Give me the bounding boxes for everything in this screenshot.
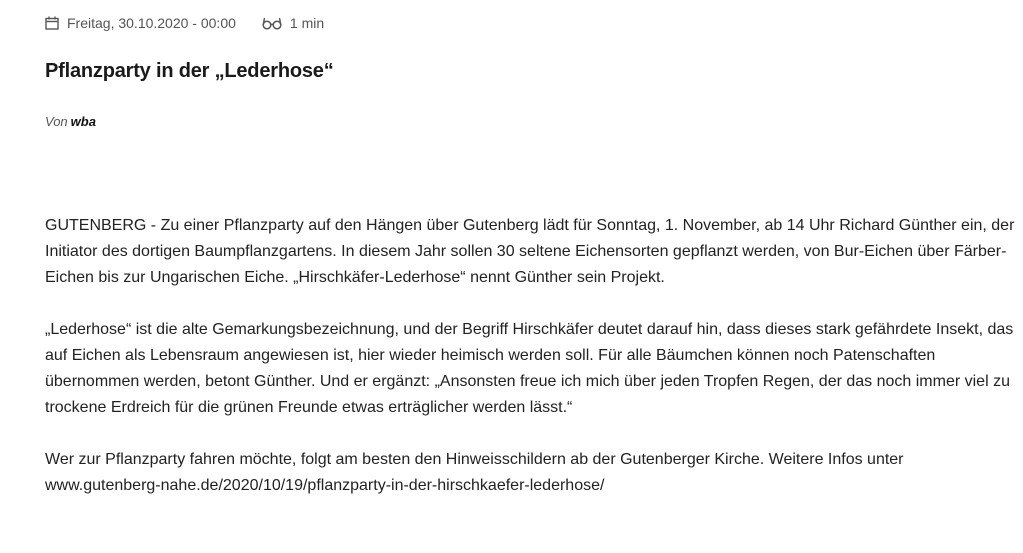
article-meta	[45, 15, 324, 31]
reading-time-text: 1 min	[289, 15, 325, 31]
author-name: wba	[70, 114, 96, 129]
reading-time	[262, 15, 324, 31]
byline	[45, 114, 96, 129]
calendar-icon	[45, 16, 59, 30]
glasses-icon	[262, 16, 282, 30]
byline-prefix: Von	[45, 114, 68, 129]
article-title: Pflanzparty in der „Lederhose“	[45, 60, 334, 82]
paragraph: „Lederhose“ ist die alte Gemarkungsbezeichnung, und der Begriff Hirschkäfer deutet darauf hin, dass dieses stark gefährdete Insekt, das auf Eichen als Lebensraum angewiesen ist, hier wieder heimisch werden soll. Für alle Bäumchen können noch Patenschaften übernommen werden, betont Günther. Und er ergänzt: „Ansonsten freue ich mich über jeden Tropfen Regen, der das noch immer viel zu trockene Erdreich für die grünen Freunde etwas erträglicher werden lässt.“	[45, 321, 1014, 416]
publish-date	[45, 15, 236, 31]
article-body	[45, 213, 1015, 525]
publish-date-text: Freitag, 30.10.2020 - 00:00	[67, 15, 236, 31]
paragraph: GUTENBERG - Zu einer Pflanzparty auf den Hängen über Gutenberg lädt für Sonntag, 1. November, ab 14 Uhr Richard Günther ein, der Initiator des dortigen Baumpflanzgartens. In diesem Jahr sollen 30 seltene Eichensorten gepflanzt werden, von Bur-Eichen über Färber-Eichen bis zur Ungarischen Eiche. „Hirschkäfer-Lederhose“ nennt Günther sein Projekt.	[45, 217, 1015, 286]
paragraph: Wer zur Pflanzparty fahren möchte, folgt am besten den Hinweisschildern ab der Gutenberger Kirche. Weitere Infos unter www.gutenberg-nahe.de/2020/10/19/pflanzparty-in-der-hirschkaefer-lederhose/	[45, 451, 904, 494]
